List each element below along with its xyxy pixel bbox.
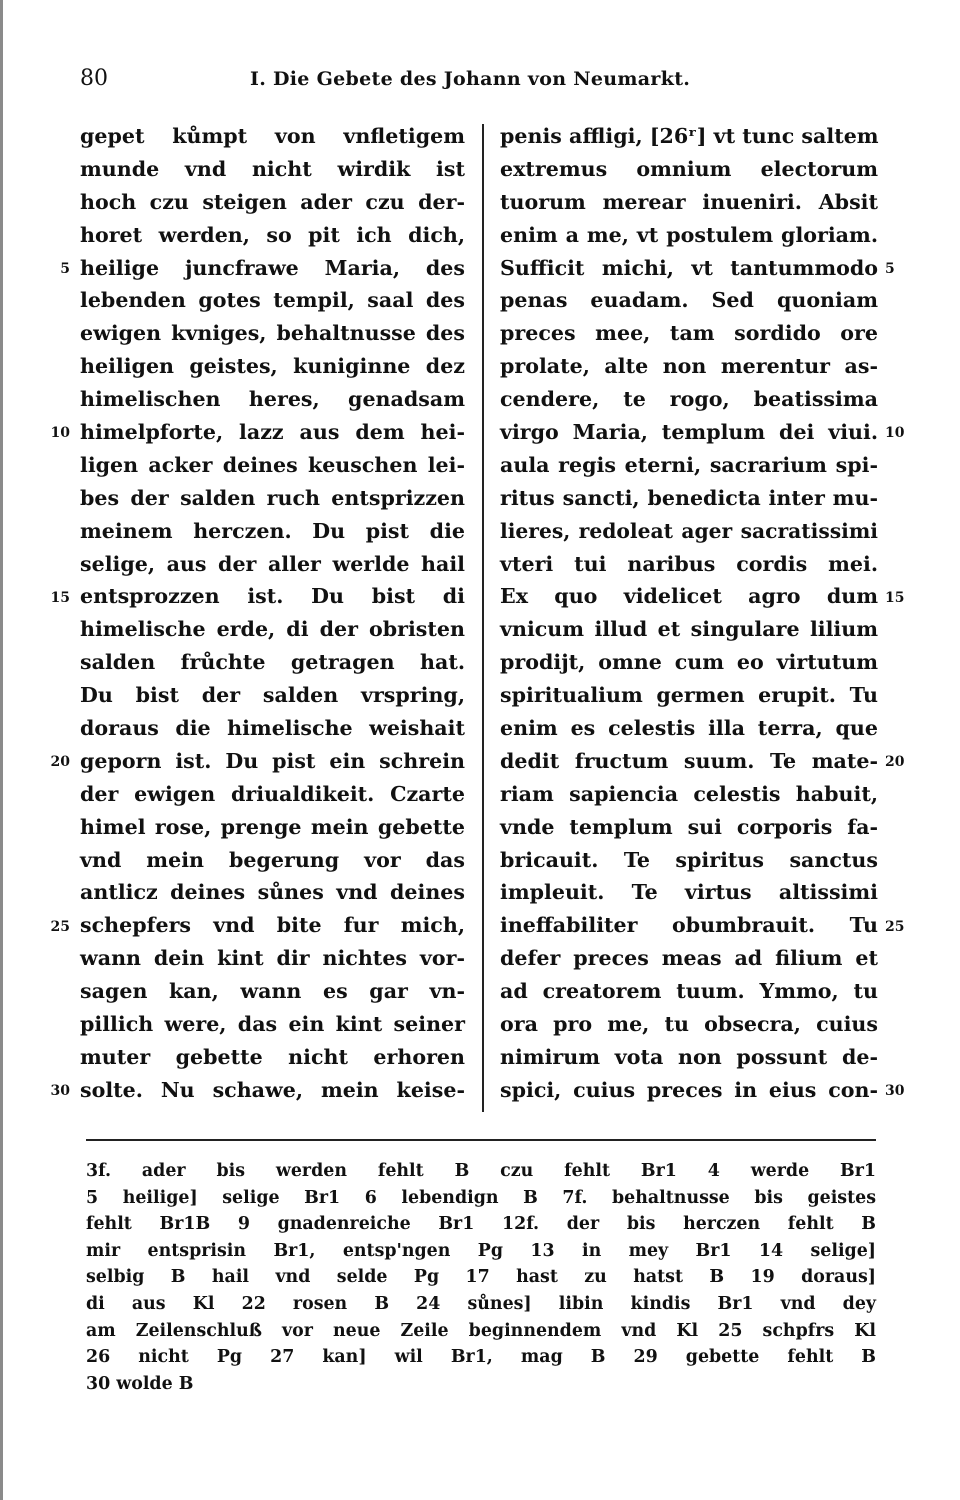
- text-line: antlicz deines sůnes vnd deines: [80, 880, 465, 905]
- text-line: Sufficit michi, vt tantummodo: [500, 255, 878, 280]
- text-line: nimirum vota non possunt de-: [500, 1044, 878, 1069]
- footnote-line: 26 nicht Pg 27 kan] wil Br1, mag B 29 gebette fehlt B: [86, 1347, 876, 1368]
- text-line: selige, aus der aller werlde hail: [80, 551, 465, 576]
- text-line: aula regis eterni, sacrarium spi-: [500, 452, 878, 477]
- text-line: wann dein kint dir nichtes vor-: [80, 946, 465, 971]
- text-line: preces mee, tam sordido ore: [500, 321, 878, 346]
- footnote-line: mir entsprisin Br1, entsp'ngen Pg 13 in mey Br1 14 selige]: [86, 1240, 876, 1261]
- line-number-right: 10: [885, 425, 905, 442]
- text-line: prodijt, omne cum eo virtutum: [500, 650, 878, 675]
- text-line: riam sapiencia celestis habuit,: [500, 781, 878, 806]
- text-line: himelische erde, di der obristen: [80, 617, 465, 642]
- text-line: meinem herczen. Du pist die: [80, 518, 465, 543]
- line-number-right: 30: [885, 1083, 905, 1100]
- text-line: virgo Maria, templum dei viui.: [500, 420, 878, 445]
- text-line: pillich were, das ein kint seiner: [80, 1012, 465, 1037]
- text-line: cendere, te rogo, beatissima: [500, 387, 878, 412]
- text-line: lieres, redoleat ager sacratissimi: [500, 518, 878, 543]
- text-line: muter gebette nicht erhoren: [80, 1044, 465, 1069]
- text-line: bes der salden ruch entsprizzen: [80, 485, 465, 510]
- page-number: 80: [80, 66, 108, 91]
- text-line: ineffabiliter obumbrauit. Tu: [500, 913, 878, 938]
- text-line: ritus sancti, benedicta inter mu-: [500, 485, 878, 510]
- line-number-left: 15: [50, 589, 70, 606]
- text-line: salden frůchte getragen hat.: [80, 650, 465, 675]
- text-line: himel rose, prenge mein gebette: [80, 814, 465, 839]
- text-line: ligen acker deines keuschen lei-: [80, 452, 465, 477]
- text-line: hoch czu steigen ader czu der-: [80, 189, 465, 214]
- text-line: dedit fructum suum. Te mate-: [500, 748, 878, 773]
- text-line: ora pro me, tu obsecra, cuius: [500, 1012, 878, 1037]
- text-line: horet werden, so pit ich dich,: [80, 222, 465, 247]
- line-number-right: 20: [885, 754, 905, 771]
- running-title: I. Die Gebete des Johann von Neumarkt.: [250, 68, 691, 90]
- text-line: enim es celestis illa terra, que: [500, 716, 878, 741]
- line-number-left: 25: [50, 918, 70, 935]
- text-line: himelpforte, lazz aus dem hei-: [80, 420, 465, 445]
- text-line: doraus die himelische weishait: [80, 716, 465, 741]
- page-edge: [0, 0, 3, 1500]
- text-line: vteri tui naribus cordis mei.: [500, 551, 878, 576]
- text-line: gepet kůmpt von vnfletigem: [80, 124, 465, 148]
- left-text-column: [80, 120, 465, 1107]
- line-number-right: 5: [885, 260, 895, 277]
- text-line: heiligen geistes, kuniginne dez: [80, 354, 465, 379]
- text-line: tuorum merear inueniri. Absit: [500, 189, 878, 214]
- text-line: prolate, alte non merentur as-: [500, 354, 878, 379]
- footnote-line: di aus Kl 22 rosen B 24 sůnes] libin kindis Br1 vnd dey: [86, 1293, 876, 1314]
- text-line: schepfers vnd bite fur mich,: [80, 913, 465, 938]
- line-number-left: 20: [50, 754, 70, 771]
- footnote-line: 5 heilige] selige Br1 6 lebendign B 7f. behaltnusse bis geistes: [86, 1187, 876, 1208]
- text-line: Du bist der salden vrspring,: [80, 683, 465, 708]
- text-line: vnd mein begerung vor das: [80, 847, 465, 872]
- text-line: penis affligi, [26ʳ] vt tunc saltem: [500, 124, 879, 148]
- text-line: defer preces meas ad filium et: [500, 946, 878, 971]
- text-line: impleuit. Te virtus altissimi: [500, 880, 878, 905]
- footnote-line: fehlt Br1B 9 gnadenreiche Br1 12f. der bis herczen fehlt B: [86, 1214, 876, 1235]
- text-line: extremus omnium electorum: [500, 156, 878, 181]
- text-line: himelischen heres, genadsam: [80, 387, 465, 412]
- text-line: ewigen kvniges, behaltnusse des: [80, 321, 465, 346]
- text-line: der ewigen driualdikeit. Czarte: [80, 781, 465, 806]
- line-number-right: 15: [885, 589, 905, 606]
- text-line: bricauit. Te spiritus sanctus: [500, 847, 878, 872]
- page-header: [80, 60, 880, 100]
- text-line: heilige juncfrawe Maria, des: [80, 255, 465, 280]
- text-line: Ex quo videlicet agro dum: [500, 584, 878, 609]
- text-line: munde vnd nicht wirdik ist: [80, 156, 465, 181]
- text-line: solte. Nu schawe, mein keise-: [80, 1077, 465, 1102]
- critical-apparatus: [86, 1158, 876, 1397]
- text-line: vnde templum sui corporis fa-: [500, 814, 878, 839]
- footnote-line: 3f. ader bis werden fehlt B czu fehlt Br1 4 werde Br1: [86, 1161, 876, 1181]
- line-number-left: 30: [50, 1083, 70, 1100]
- text-line: lebenden gotes tempil, saal des: [80, 288, 465, 313]
- footnote-line: 30 wolde B: [86, 1373, 194, 1394]
- line-number-right: 25: [885, 918, 905, 935]
- text-line: sagen kan, wann es gar vn-: [80, 979, 465, 1004]
- text-line: enim a me, vt postulem gloriam.: [500, 222, 878, 247]
- footnote-rule: [86, 1139, 876, 1141]
- text-line: vnicum illud et singulare lilium: [500, 617, 878, 642]
- line-number-left: 5: [60, 260, 70, 277]
- text-line: ad creatorem tuum. Ymmo, tu: [500, 979, 878, 1004]
- column-divider: [482, 124, 484, 1112]
- text-line: spici, cuius preces in eius con-: [500, 1077, 878, 1102]
- text-line: geporn ist. Du pist ein schrein: [80, 748, 465, 773]
- text-line: spiritualium germen erupit. Tu: [500, 683, 878, 708]
- text-line: entsprozzen ist. Du bist di: [80, 584, 465, 609]
- footnote-line: am Zeilenschluß vor neue Zeile beginnendem vnd Kl 25 schpfrs Kl: [86, 1320, 876, 1341]
- text-line: penas euadam. Sed quoniam: [500, 288, 878, 313]
- right-text-column: [500, 120, 878, 1107]
- line-number-left: 10: [50, 425, 70, 442]
- footnote-line: selbig B hail vnd selde Pg 17 hast zu hatst B 19 doraus]: [86, 1267, 876, 1288]
